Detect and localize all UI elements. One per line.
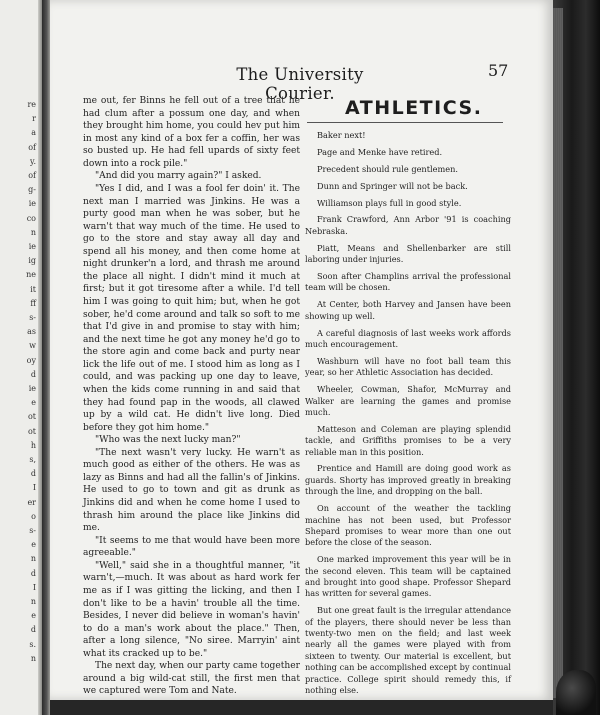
news-item: Piatt, Means and Shellenbarker are still laboring under injuries. [305,242,511,265]
left-page-fragment: ot [27,412,36,422]
left-page-fragment: of [28,171,36,180]
section-divider [307,122,503,123]
left-page-fragment: d [30,625,36,635]
news-item: On account of the weather the tackling machine has not been used, but Professor Shepard promises to wear more than one out before the close of the season. [305,503,511,548]
left-page-fragment: ig [28,256,36,266]
left-page-fragment: re [27,100,36,109]
left-column-story [83,95,300,698]
left-page-fragment: n [30,554,36,564]
section-title-athletics: ATHLETICS. [345,97,483,119]
news-item: Frank Crawford, Ann Arbor '91 is coaching Nebraska. [305,214,511,236]
left-page-fragment: d [30,469,36,479]
left-page-fragment: a [31,128,36,138]
left-page-fragment: ie [28,242,36,251]
left-page-fragment: d [30,369,36,379]
left-page-fragment: oy [26,355,36,365]
paragraph: The next day, when our party came together around a big wild-cat still, the first men that we captured were Tom and Nate. [83,661,300,697]
right-column-athletics-notes [305,130,511,696]
left-page-fragment: w [29,341,36,351]
news-item: At Center, both Harvey and Jansen have been showing up well. [305,299,511,321]
left-page-fragment: as [27,327,36,337]
left-page-fragment: n [30,653,36,663]
news-item: A careful diagnosis of last weeks work affords much encouragement. [305,327,511,349]
news-item: Matteson and Coleman are playing splendid tackle, and Griffiths promises to be a very reliable man in this position. [305,423,511,457]
left-page-fragment: e [31,398,36,408]
news-item: Dunn and Springer will not be back. [317,180,468,191]
left-page-fragment: n [30,597,36,606]
left-page-fragment: ie [28,199,36,209]
left-page-fragment: s, [29,455,36,464]
left-page-fragment: s- [29,526,36,535]
news-item: Washburn will have no foot ball team this year, so her Athletic Association has decided. [305,355,511,378]
left-page-fragment: e [31,540,36,550]
page-bottom-shadow [50,700,553,715]
news-item: Prentice and Hamill are doing good work as guards. Shorty has improved greatly in breaking through the line, and dropping on the ball. [305,463,511,497]
news-item: Page and Menke have retired. [317,146,443,157]
paragraph: "And did you marry again?" I asked. [95,171,262,182]
left-page-fragment: y. [30,156,36,166]
left-page-fragment: of [28,142,36,152]
page-edges [553,8,563,698]
news-item: Baker next! [317,130,366,140]
book-gutter [42,0,50,715]
left-page-fragment: s. [29,639,36,649]
paragraph: me out, fer Binns he fell out of a tree that he had clum after a possum one day, and when they brought him home, you could hev put him in most any kind of a box fer a coffin, her was so busted up. He had fell upards of sixty feet down into a rock pile." [83,96,300,169]
journal-title: The University Courier. [236,65,364,103]
left-page-fragment: er [27,497,36,507]
left-page-fragment: I [32,483,36,493]
paragraph: "Who was the next lucky man?" [95,435,241,446]
book-spine [553,0,600,715]
news-item: One marked improvement this year will be in the second eleven. This team will be captained and brought into good shape. Professor Shepard has written for several games. [305,554,511,599]
left-page-fragment: it [30,284,36,294]
left-page-fragment: o [31,511,36,521]
news-item: But one great fault is the irregular attendance of the players, there should never be less than twenty-two men on the field; and last week nearly all the games were played with from sixteen to twenty. Our material is excellent, but nothing can be accomplished except by continual practice. College spirit should remedy this, if nothing else. [305,605,511,696]
thumb-shadow [556,670,596,715]
left-page-edge [0,0,43,715]
left-page-fragment: d [30,568,36,578]
paragraph: "The next wasn't very lucky. He warn't as much good as either of the others. He was as lazy as Binns and had all the fallin's of Jinkins. He used to go to town and git as drunk as Jinkins did and when he come home I used to thrash him around the place like Jinkins did me. [83,447,300,534]
paragraph: "It seems to me that would have been more agreeable." [83,535,300,559]
paragraph: "Well," said she in a thoughtful manner, "it warn't,—much. It was about as hard work fer me as if I was gitting the licking, and then I don't like to be a havin' trouble all the time. Besides, I never did believe in woman's havin' to do a man's work about the place." Then, after a long silence, "No siree. Marryin' aint what its cracked up to be." [83,560,300,659]
left-page-fragment: e [31,611,36,621]
news-item: Wheeler, Cowman, Shafor, McMurray and Walker are learning the games and promise much. [305,384,511,417]
left-page-fragment: ff [30,298,36,308]
left-page-fragment: ie [28,384,36,393]
left-page-fragment: r [32,114,36,124]
left-page-fragment: h [30,440,36,450]
news-item: Williamson plays full in good style. [317,197,462,208]
left-page-fragment: ot [27,426,36,436]
left-page-fragment: I [32,582,36,592]
left-page-fragment: co [26,213,36,223]
news-item: Precedent should rule gentlemen. [317,163,458,174]
left-page-fragment: ne [26,270,36,280]
news-item: Soon after Champlins arrival the professional team will be chosen. [305,271,511,293]
left-page-fragment: n [30,227,36,237]
page-number: 57 [488,61,509,80]
paragraph: "Yes I did, and I was a fool fer doin' it. The next man I married was Jinkins. He was a purty good man when he was sober, but he warn't that way much of the time. He used to go to the store and stay away all day and spend all his money, and then come home at night drunker'n a lord, and thrash me around the place all night. I didn't mind it much at first; but it got tiresome after a while. I'd tell him I was going to quit him; but, when he got sober, he'd come around and talk so soft to me that I'd give in and promise to stay with him; and the next time he got any money he'd go to the store agin and come back and purty near lick the life out of me. I stood him as long as I could, and was packing up one day to leave, when the kids come running in and said that they had found pap in the woods, all clawed up by a wild cat. He didn't live long. Died before they got him home." [83,183,300,433]
left-page-fragment: g- [28,185,36,195]
left-page-fragment: s- [29,313,36,322]
